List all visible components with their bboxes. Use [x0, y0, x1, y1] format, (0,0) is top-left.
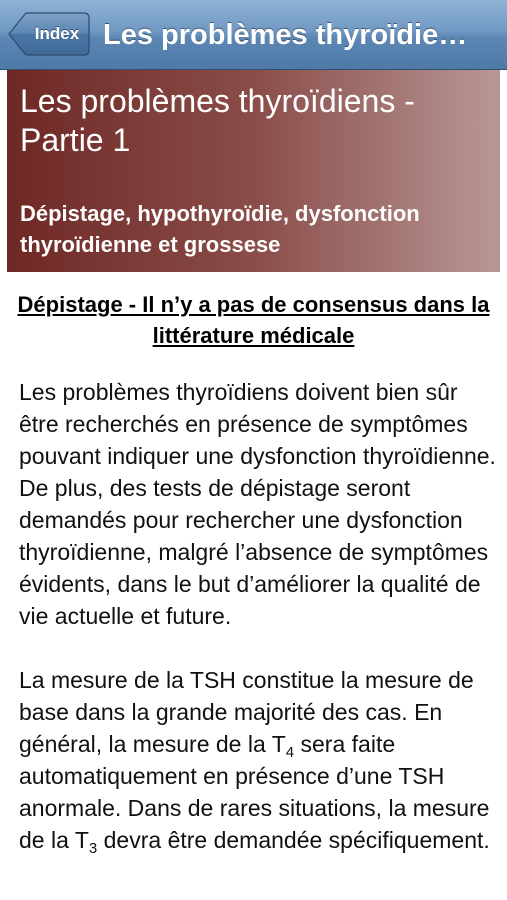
- paragraph-2-part-b: sera faite automatiquement en présence d’une TSH anormale. Dans de rares situations, la mesure de la T: [19, 731, 490, 853]
- article-body: [19, 376, 499, 888]
- back-button-label: Index: [34, 24, 80, 43]
- t4-subscript: 4: [285, 744, 295, 761]
- page-title: Les problèmes thyroïdiens - Partie 1: [20, 83, 415, 158]
- header-banner: [7, 70, 500, 272]
- page-subtitle: Dépistage, hypothyroïdie, dysfonction thyroïdienne et grossese: [20, 201, 420, 257]
- back-button[interactable]: [8, 12, 90, 56]
- section-heading: Dépistage - Il n’y a pas de consensus dans la littérature médicale: [17, 292, 490, 348]
- paragraph-2-part-a: La mesure de la TSH constitue la mesure de base dans la grande majorité des cas. En général, la mesure de la T: [19, 667, 474, 757]
- paragraph-1: Les problèmes thyroïdiens doivent bien sûr être recherchés en présence de symptômes pouvant indiquer une dysfonction thyroïdienne. De plus, des tests de dépistage seront demandés pour rechercher une dysfonction thyroïdienne, malgré l’absence de symptômes évidents, dans le but d’améliorer la qualité de vie actuelle et future.: [19, 379, 496, 629]
- paragraph-2: [19, 664, 499, 856]
- nav-title: Les problèmes thyroïdie…: [103, 19, 468, 51]
- navigation-bar: [0, 0, 507, 70]
- t3-subscript: 3: [88, 840, 98, 857]
- paragraph-2-part-c: devra être demandée spécifiquement.: [97, 827, 490, 853]
